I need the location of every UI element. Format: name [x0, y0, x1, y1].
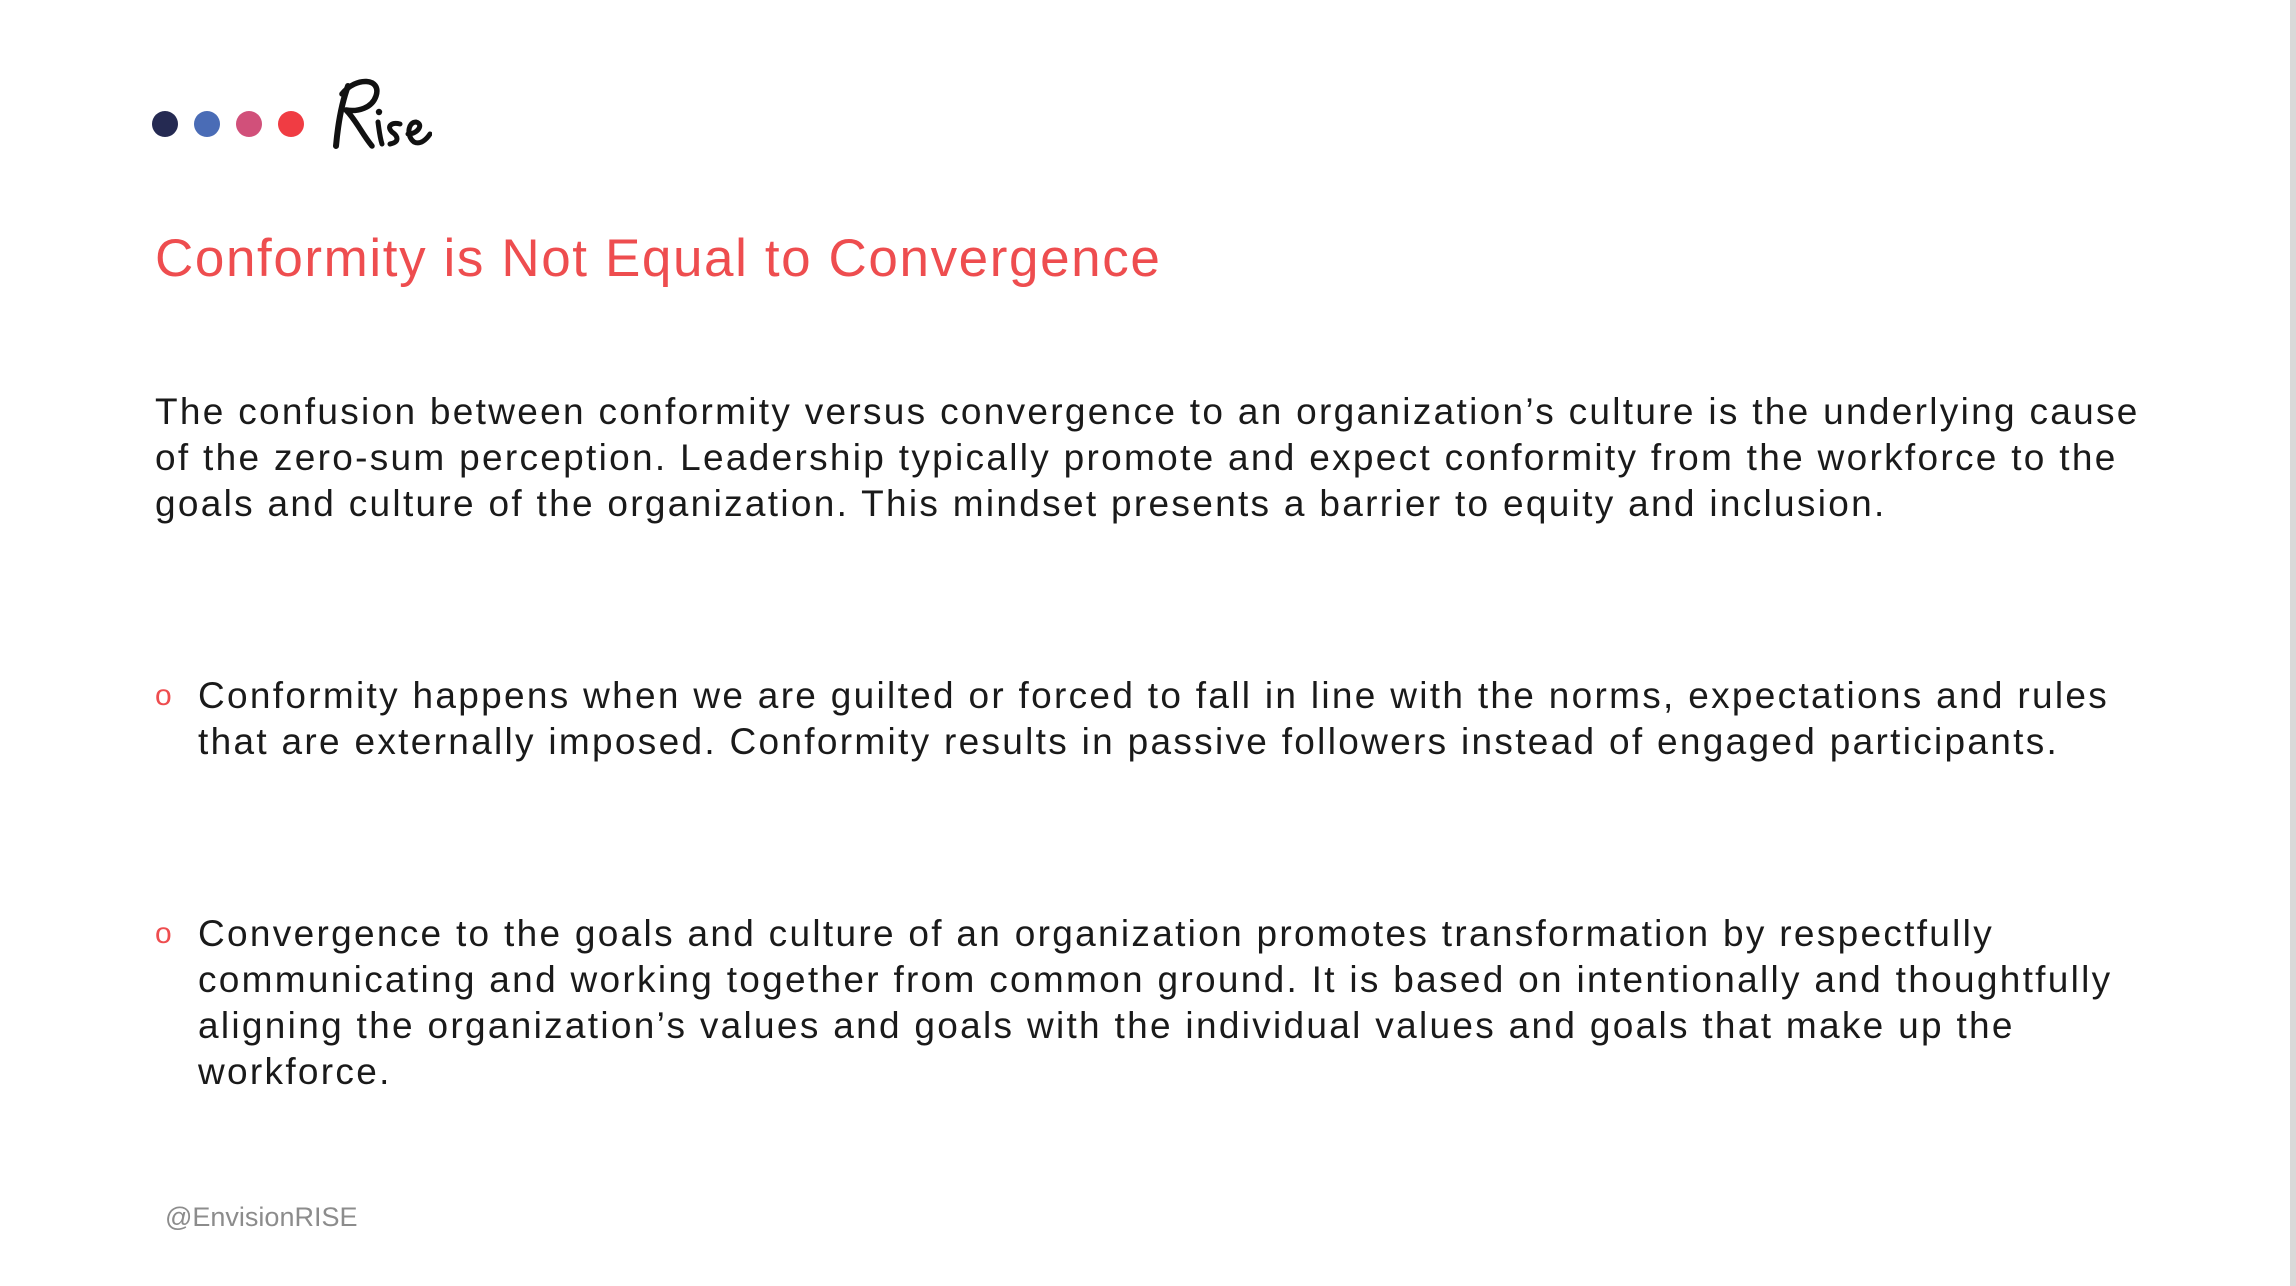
logo-dot-pink — [236, 111, 262, 137]
logo-dot-blue — [194, 111, 220, 137]
bullet-text: Convergence to the goals and culture of an organization promotes transformation by respectfully communicating and working together from common ground. It is based on intentionally and thoughtfully aligning the organization’s values and goals with the individual values and goals that make up the workforce. — [198, 913, 2113, 1092]
rise-logo — [152, 72, 432, 162]
slide-edge — [2290, 0, 2296, 1286]
intro-paragraph: The confusion between conformity versus convergence to an organization’s culture is the underlying cause of the zero-sum perception. Leadership typically promote and expect conformity from the workforce to the goals and culture of the organization. This mindset presents a barrier to equity and inclusion. — [155, 391, 2140, 524]
bullet-text: Conformity happens when we are guilted or forced to fall in line with the norms, expectations and rules that are externally imposed. Conformity results in passive followers instead of engaged participants. — [198, 675, 2110, 762]
bullet-marker: o — [155, 917, 172, 950]
bullet-marker: o — [155, 679, 172, 712]
footer-handle: @EnvisionRISE — [165, 1202, 358, 1232]
bullet-item-convergence — [155, 911, 2165, 1095]
logo-dot-navy — [152, 111, 178, 137]
bullet-item-conformity — [155, 673, 2165, 765]
slide-title: Conformity is Not Equal to Convergence — [155, 229, 1162, 288]
rise-logo-wordmark — [322, 72, 432, 162]
logo-dot-red — [278, 111, 304, 137]
